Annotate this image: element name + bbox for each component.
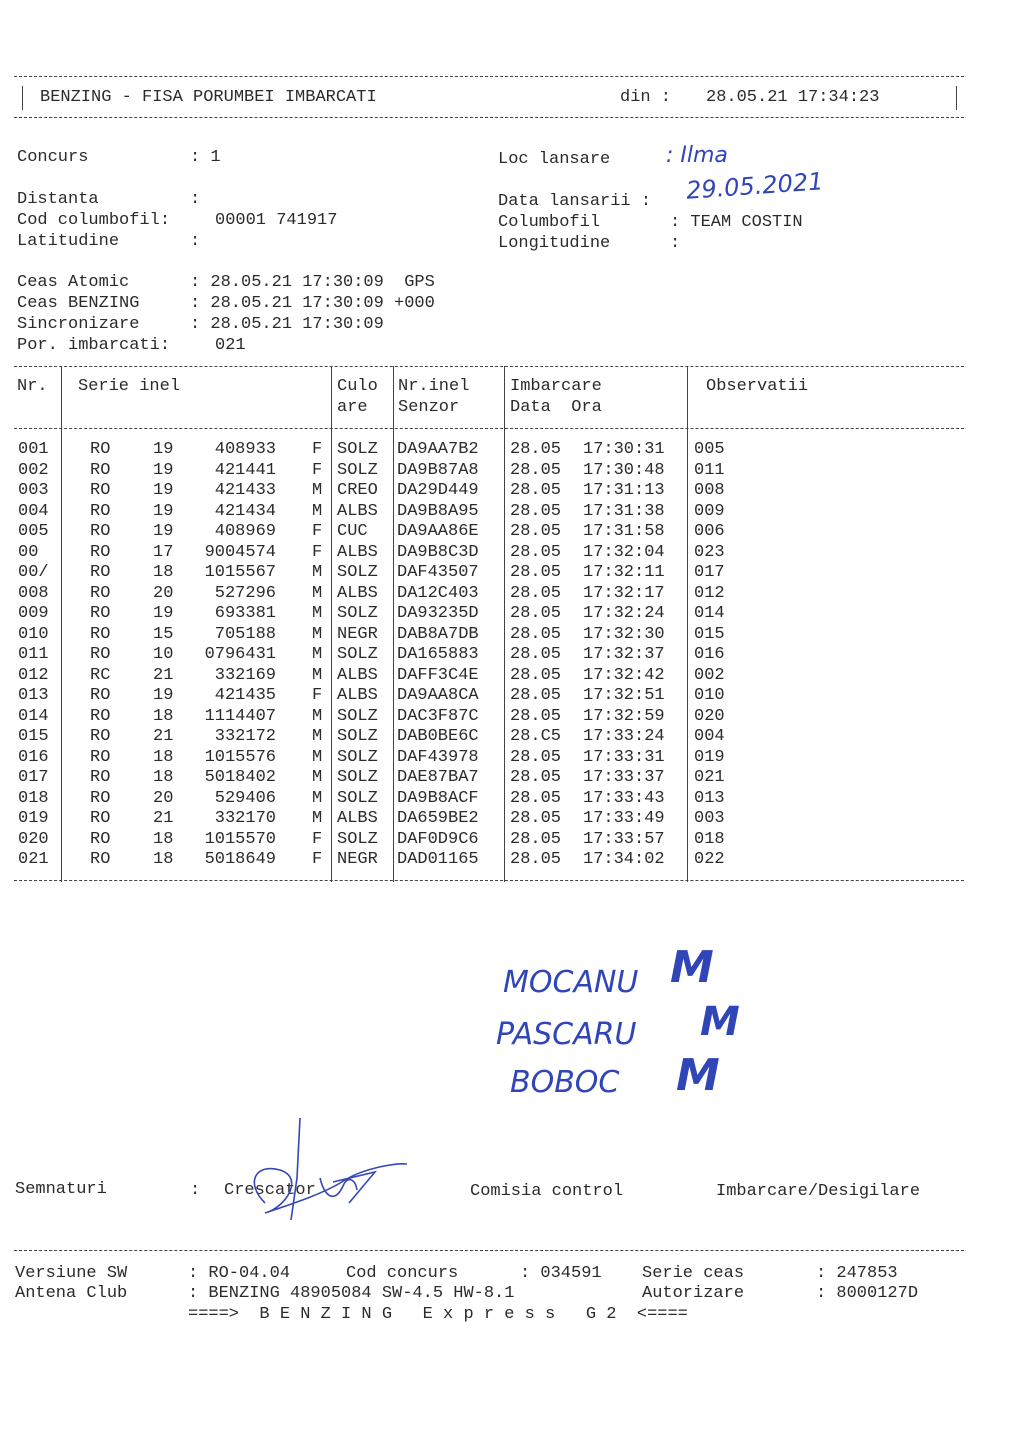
cell-tara: RO [90,829,111,849]
cell-numar: 693381 [214,604,276,623]
versiune-value: : RO-04.04 [188,1264,291,1283]
cell-senzor: DAD01165 [397,850,479,869]
cell-culoare: ALBS [337,501,378,521]
col-rule-senzor [504,366,505,882]
cell-senzor: DA659BE2 [397,809,479,828]
cell-tara: RO [90,706,111,726]
longitudine-label: Longitudine [498,234,611,253]
cell-senzor: DAE87BA7 [397,768,479,787]
columbofil-label: Columbofil [498,213,601,232]
cell-sex: M [312,481,323,500]
cell-sex: M [312,768,323,787]
cell-senzor: DAFF3C4E [397,665,479,685]
cell-sex: M [312,706,323,726]
cell-data: 28.05 [510,809,562,828]
cell-tara: RO [90,850,111,869]
cell-an: 18 [153,706,174,726]
cell-obs: 010 [694,686,725,705]
cell-nr: 004 [18,501,49,521]
loc-lansare-value: : Ilma [666,143,728,168]
cell-data: 28.05 [510,460,562,480]
versiune-label: Versiune SW [15,1264,128,1283]
cell-obs: 022 [694,850,725,869]
cell-ora: 17:32:04 [583,542,665,562]
cell-obs: 023 [694,542,725,562]
cell-ora: 17:31:38 [583,501,665,521]
cell-tara: RO [90,747,111,767]
handwritten-name-2: PASCARU [496,1017,637,1052]
cell-obs: 014 [694,604,725,623]
cell-nr: 011 [18,645,49,664]
cell-an: 18 [153,747,174,767]
handwritten-mark-3: M [676,1050,720,1101]
cell-numar: 1015567 [204,563,276,582]
cell-culoare: SOLZ [337,829,378,849]
cell-an: 18 [153,850,174,869]
cell-obs: 011 [694,460,725,480]
col-header-serie: Serie inel [78,377,181,396]
cell-senzor: DAF43978 [397,747,479,767]
semnaturi-sep: : [190,1181,201,1200]
cell-tara: RO [90,481,111,500]
cell-obs: 005 [694,440,725,459]
col-header-data-ora: Data Ora [510,398,602,417]
table-bottom-border [14,880,964,881]
cell-culoare: SOLZ [337,645,378,664]
cell-data: 28.05 [510,583,562,603]
cell-ora: 17:31:13 [583,481,665,500]
cell-ora: 17:32:37 [583,645,665,664]
cell-obs: 013 [694,788,725,808]
cell-culoare: CUC [337,522,368,541]
cell-culoare: CREO [337,481,378,500]
sincronizare-value: : 28.05.21 17:30:09 [190,315,384,334]
cell-culoare: SOLZ [337,788,378,808]
cell-sex: F [312,829,323,849]
cell-sex: M [312,501,323,521]
cell-culoare: ALBS [337,809,378,828]
cell-senzor: DA93235D [397,604,479,623]
cod-columbofil-value: 00001 741917 [215,211,338,230]
cell-ora: 17:33:31 [583,747,665,767]
cell-nr: 019 [18,809,49,828]
header-right-border [956,86,957,110]
cell-an: 19 [153,460,174,480]
cell-senzor: DAF43507 [397,563,479,582]
cell-obs: 015 [694,624,725,644]
cell-an: 21 [153,665,174,685]
cell-numar: 332169 [214,665,276,685]
col-header-culo: Culo [337,377,378,396]
col-header-are: are [337,398,368,417]
cell-sex: F [312,542,323,562]
cell-tara: RO [90,624,111,644]
header-top-border [14,76,964,77]
cell-sex: M [312,665,323,685]
cell-tara: RO [90,460,111,480]
cell-ora: 17:33:49 [583,809,665,828]
cell-ora: 17:32:17 [583,583,665,603]
cell-data: 28.C5 [510,727,562,746]
cell-numar: 421441 [214,460,276,480]
handwritten-name-1: MOCANU [503,965,639,1000]
cell-data: 28.05 [510,747,562,767]
cell-culoare: SOLZ [337,563,378,582]
cell-obs: 021 [694,768,725,787]
cell-data: 28.05 [510,686,562,705]
cell-culoare: ALBS [337,686,378,705]
cell-ora: 17:32:30 [583,624,665,644]
cell-sex: M [312,645,323,664]
cell-data: 28.05 [510,645,562,664]
handwritten-mark-1: M [670,942,714,993]
latitudine-label: Latitudine [17,232,120,251]
cell-numar: 5018649 [204,850,276,869]
col-header-imbarcare: Imbarcare [510,377,602,396]
col-rule-nr [61,366,62,882]
cell-obs: 006 [694,522,725,541]
cell-ora: 17:34:02 [583,850,665,869]
cell-ora: 17:32:24 [583,604,665,623]
concurs-value: : 1 [190,148,221,167]
cell-numar: 421433 [214,481,276,500]
cell-sex: F [312,850,323,869]
cell-culoare: NEGR [337,624,378,644]
handwritten-mark-2: M [700,999,740,1045]
cell-an: 18 [153,563,174,582]
cell-numar: 529406 [214,788,276,808]
cell-tara: RO [90,542,111,562]
cell-nr: 015 [18,727,49,746]
col-header-nr-inel: Nr.inel [398,377,470,396]
cell-tara: RC [90,665,111,685]
ceas-benzing-label: Ceas BENZING [17,294,140,313]
cell-tara: RO [90,522,111,541]
footer-top-border [14,1250,964,1251]
antena-value: : BENZING 48905084 SW-4.5 HW-8.1 [188,1284,515,1303]
signature-scribble [225,1108,415,1226]
cell-data: 28.05 [510,768,562,787]
data-lansarii-value: 29.05.2021 [685,167,825,205]
cell-tara: RO [90,727,111,746]
cell-ora: 17:33:37 [583,768,665,787]
cell-tara: RO [90,768,111,787]
cell-obs: 012 [694,583,725,603]
cell-numar: 9004574 [204,542,276,562]
cell-obs: 002 [694,665,725,685]
cell-an: 21 [153,809,174,828]
cell-tara: RO [90,645,111,664]
cell-an: 19 [153,522,174,541]
cell-numar: 1015576 [204,747,276,767]
ceas-atomic-label: Ceas Atomic [17,273,130,292]
cell-senzor: DA9B87A8 [397,460,479,480]
cell-ora: 17:32:51 [583,686,665,705]
benzing-banner: ====> B E N Z I N G E x p r e s s G 2 <==== [188,1305,688,1324]
cell-ora: 17:30:48 [583,460,665,480]
cell-culoare: SOLZ [337,768,378,787]
cell-senzor: DAF0D9C6 [397,829,479,849]
columbofil-value: : TEAM COSTIN [670,213,803,232]
cell-an: 20 [153,583,174,603]
cell-culoare: ALBS [337,583,378,603]
cell-an: 19 [153,440,174,459]
header-date-label: din : [620,88,672,107]
cell-tara: RO [90,686,111,705]
cell-ora: 17:33:24 [583,727,665,746]
cell-nr: 00 [18,542,39,562]
cell-an: 20 [153,788,174,808]
cell-data: 28.05 [510,829,562,849]
cell-data: 28.05 [510,624,562,644]
longitudine-value: : [670,234,681,253]
header-title: BENZING - FISA PORUMBEI IMBARCATI [40,88,377,107]
cell-nr: 020 [18,829,49,849]
col-header-observatii: Observatii [706,377,809,396]
cell-senzor: DA165883 [397,645,479,664]
cell-an: 19 [153,604,174,623]
cell-sex: F [312,686,323,705]
cell-senzor: DA9B8A95 [397,501,479,521]
por-imbarcati-value: 021 [215,336,246,355]
distanta-label: Distanta [17,190,99,209]
cell-nr: 001 [18,440,49,459]
cell-ora: 17:33:43 [583,788,665,808]
cell-an: 19 [153,481,174,500]
cell-data: 28.05 [510,850,562,869]
cell-culoare: SOLZ [337,747,378,767]
cell-nr: 014 [18,706,49,726]
cell-obs: 019 [694,747,725,767]
cell-nr: 00/ [18,563,49,582]
cod-concurs-value: : 034591 [520,1264,602,1283]
cod-columbofil-label: Cod columbofil: [17,211,171,230]
por-imbarcati-label: Por. imbarcati: [17,336,171,355]
distanta-value: : [190,190,201,209]
imbarcare-desigilare-label: Imbarcare/Desigilare [716,1182,921,1201]
cell-tara: RO [90,583,111,603]
table-header-separator [14,428,964,429]
cell-nr: 002 [18,460,49,480]
cell-data: 28.05 [510,501,562,521]
cell-numar: 332170 [214,809,276,828]
cell-numar: 408933 [214,440,276,459]
cell-culoare: SOLZ [337,604,378,623]
serie-ceas-value: : 247853 [816,1264,898,1283]
cell-senzor: DAB8A7DB [397,624,479,644]
cell-data: 28.05 [510,665,562,685]
cell-nr: 008 [18,583,49,603]
cell-an: 10 [153,645,174,664]
cell-sex: M [312,563,323,582]
cell-an: 18 [153,829,174,849]
cell-data: 28.05 [510,542,562,562]
serie-ceas-label: Serie ceas [642,1264,745,1283]
cell-tara: RO [90,440,111,459]
cell-tara: RO [90,809,111,828]
cell-nr: 003 [18,481,49,500]
cell-data: 28.05 [510,788,562,808]
cell-ora: 17:33:57 [583,829,665,849]
cell-nr: 018 [18,788,49,808]
cell-senzor: DA9B8ACF [397,788,479,808]
cell-nr: 017 [18,768,49,787]
crescator-label: Crescator [224,1181,316,1200]
cell-numar: 1114407 [204,706,276,726]
cell-numar: 332172 [214,727,276,746]
latitudine-value: : [190,232,201,251]
antena-label: Antena Club [15,1284,128,1303]
autorizare-label: Autorizare [642,1284,745,1303]
cell-nr: 005 [18,522,49,541]
cell-sex: M [312,809,323,828]
cell-numar: 527296 [214,583,276,603]
col-rule-culo [393,366,394,882]
cell-sex: M [312,747,323,767]
header-left-border [22,86,23,110]
ceas-atomic-value: : 28.05.21 17:30:09 GPS [190,273,435,292]
cell-obs: 018 [694,829,725,849]
cell-data: 28.05 [510,481,562,500]
cell-nr: 016 [18,747,49,767]
cell-data: 28.05 [510,440,562,459]
cell-obs: 009 [694,501,725,521]
cell-numar: 408969 [214,522,276,541]
comisia-label: Comisia control [470,1182,624,1201]
ceas-benzing-value: : 28.05.21 17:30:09 +000 [190,294,435,313]
cell-sex: M [312,727,323,746]
cell-tara: RO [90,788,111,808]
cell-numar: 705188 [214,624,276,644]
cell-sex: F [312,460,323,480]
header-bottom-border [14,117,964,118]
cell-numar: 1015570 [204,829,276,849]
cell-nr: 010 [18,624,49,644]
cell-culoare: SOLZ [337,727,378,746]
cell-an: 19 [153,686,174,705]
cell-culoare: NEGR [337,850,378,869]
cell-nr: 012 [18,665,49,685]
cell-ora: 17:30:31 [583,440,665,459]
cell-obs: 004 [694,727,725,746]
cell-senzor: DAC3F87C [397,706,479,726]
col-rule-imbarcare [687,366,688,882]
cell-data: 28.05 [510,563,562,582]
cell-numar: 5018402 [204,768,276,787]
cell-ora: 17:31:58 [583,522,665,541]
cell-sex: M [312,624,323,644]
cell-ora: 17:32:59 [583,706,665,726]
cell-an: 15 [153,624,174,644]
cell-an: 18 [153,768,174,787]
cell-ora: 17:32:42 [583,665,665,685]
header-date-value: 28.05.21 17:34:23 [706,88,880,107]
handwritten-name-3: BOBOC [510,1065,620,1100]
cell-sex: M [312,604,323,623]
data-lansarii-label: Data lansarii : [498,192,652,211]
cell-an: 17 [153,542,174,562]
semnaturi-label: Semnaturi [15,1180,107,1199]
cell-senzor: DA9AA8CA [397,686,479,705]
col-rule-serie [331,366,332,882]
concurs-label: Concurs [17,148,89,167]
cell-numar: 0796431 [204,645,276,664]
cell-obs: 008 [694,481,725,500]
cell-data: 28.05 [510,522,562,541]
cell-an: 21 [153,727,174,746]
loc-lansare-label: Loc lansare [498,150,611,169]
cell-nr: 013 [18,686,49,705]
col-header-nr: Nr. [17,377,48,396]
cell-culoare: SOLZ [337,706,378,726]
cell-tara: RO [90,501,111,521]
cell-ora: 17:32:11 [583,563,665,582]
cell-an: 19 [153,501,174,521]
cell-senzor: DAB0BE6C [397,727,479,746]
cell-numar: 421434 [214,501,276,521]
sincronizare-label: Sincronizare [17,315,140,334]
cell-obs: 020 [694,706,725,726]
cell-culoare: SOLZ [337,460,378,480]
cell-data: 28.05 [510,706,562,726]
cell-sex: M [312,788,323,808]
table-top-border [14,366,964,367]
cell-tara: RO [90,563,111,582]
cell-senzor: DA9B8C3D [397,542,479,562]
cell-numar: 421435 [214,686,276,705]
cell-data: 28.05 [510,604,562,623]
cell-sex: F [312,440,323,459]
autorizare-value: : 8000127D [816,1284,919,1303]
cell-obs: 016 [694,645,725,664]
cell-senzor: DA29D449 [397,481,479,500]
cell-tara: RO [90,604,111,623]
cell-senzor: DA9AA7B2 [397,440,479,459]
col-header-senzor: Senzor [398,398,460,417]
cell-sex: F [312,522,323,541]
cell-senzor: DA9AA86E [397,522,479,541]
cod-concurs-label: Cod concurs [346,1264,459,1283]
cell-sex: M [312,583,323,603]
cell-obs: 003 [694,809,725,828]
cell-senzor: DA12C403 [397,583,479,603]
cell-culoare: SOLZ [337,440,378,459]
cell-culoare: ALBS [337,542,378,562]
cell-nr: 021 [18,850,49,869]
cell-obs: 017 [694,563,725,582]
cell-culoare: ALBS [337,665,378,685]
cell-nr: 009 [18,604,49,623]
